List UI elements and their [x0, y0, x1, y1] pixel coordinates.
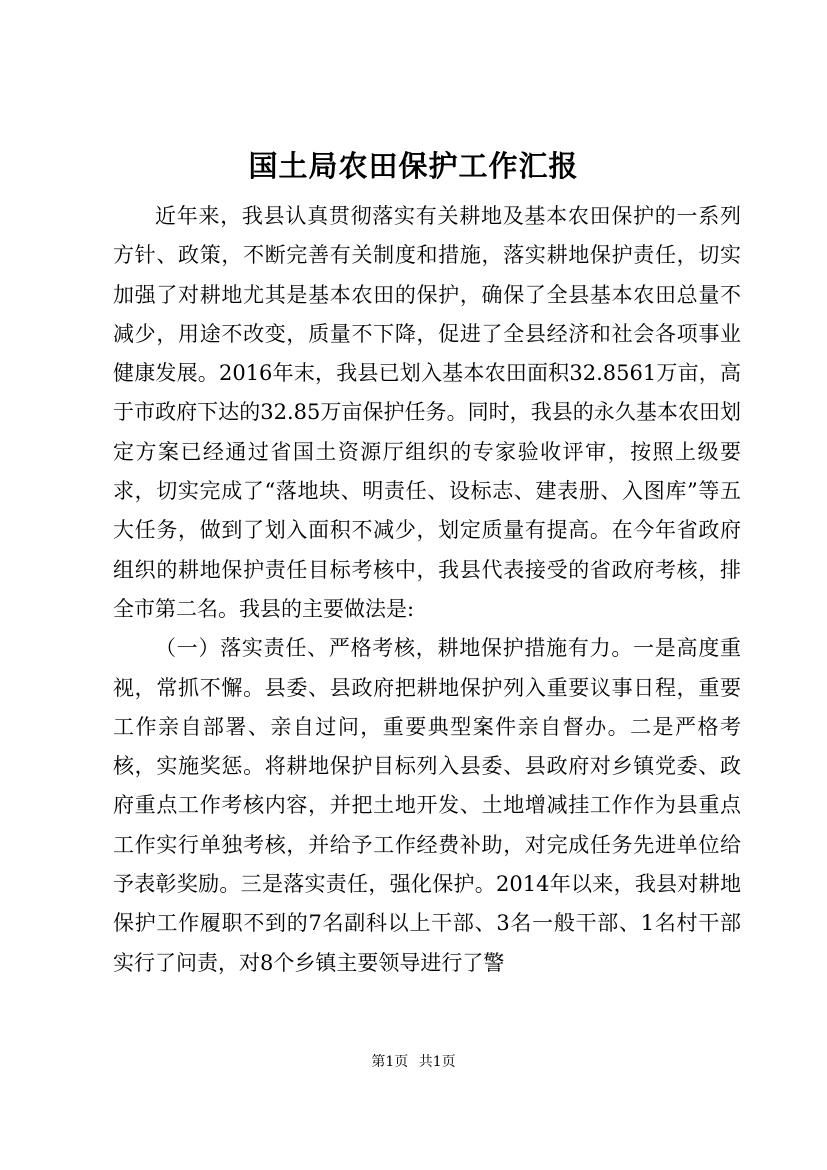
document-body — [113, 197, 741, 983]
page-footer — [0, 1052, 827, 1072]
paragraph-section-1: （一）落实责任、严格考核，耕地保护措施有力。一是高度重视，常抓不懈。县委、县政府把耕地保护列入重要议事日程，重要工作亲自部署、亲自过问，重要典型案件亲自督办。二是严格考核，实施奖惩。将耕地保护目标列入县委、县政府对乡镇党委、政府重点工作考核内容，并把土地开发、土地增减挂工作作为县重点工作实行单独考核，并给予工作经费补助，对完成任务先进单位给予表彰奖励。三是落实责任，强化保护。2014年以来，我县对耕地保护工作履职不到的7名副科以上干部、3名一般干部、1名村干部实行了问责，对8个乡镇主要领导进行了警 — [113, 636, 741, 975]
paragraph-intro: 近年来，我县认真贯彻落实有关耕地及基本农田保护的一系列方针、政策，不断完善有关制度和措施，落实耕地保护责任，切实加强了对耕地尤其是基本农田的保护，确保了全县基本农田总量不减少，用途不改变，质量不下降，促进了全县经济和社会各项事业健康发展。2016年末，我县已划入基本农田面积32.8561万亩，高于市政府下达的32.85万亩保护任务。同时，我县的永久基本农田划定方案已经通过省国土资源厅组织的专家验收评审，按照上级要求，切实完成了“落地块、明责任、设标志、建表册、入图库”等五大任务，做到了划入面积不减少，划定质量有提高。在今年省政府组织的耕地保护责任目标考核中，我县代表接受的省政府考核，排全市第二名。我县的主要做法是: — [113, 204, 741, 621]
page-number: 第1页 — [371, 1054, 409, 1070]
page-total: 共1页 — [418, 1054, 456, 1070]
document-title: 国土局农田保护工作汇报 — [248, 149, 579, 183]
